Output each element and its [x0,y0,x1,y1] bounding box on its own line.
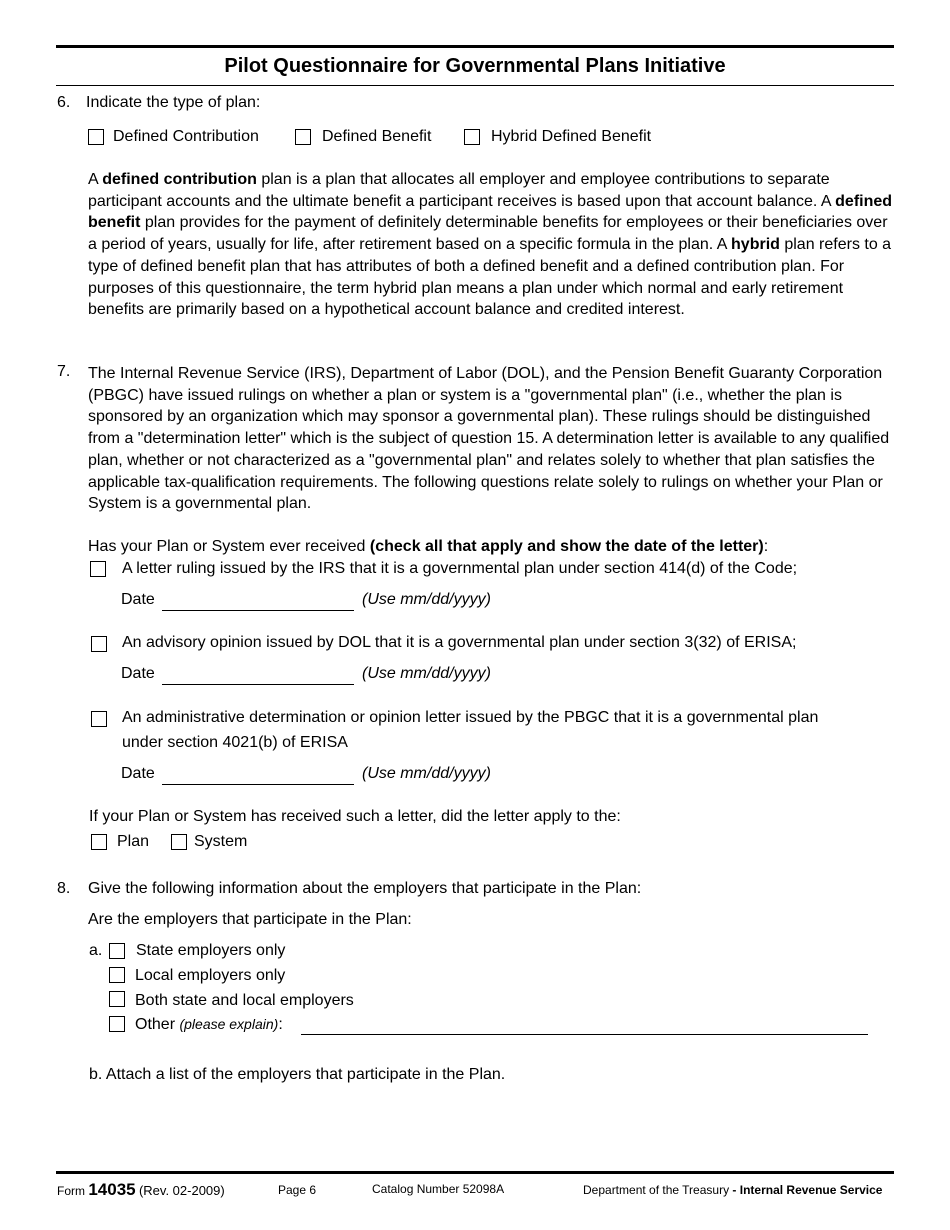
pbgc-determination-label-line1: An administrative determination or opinion letter issued by the PBGC that it is a governmental plan [122,709,819,726]
top-rule [56,45,894,48]
form-id [57,1180,225,1200]
plan-definitions-paragraph [88,169,898,321]
q6-number: 6. [57,94,71,111]
irs-date-input[interactable] [162,610,354,611]
checkbox-irs-letter-ruling[interactable] [90,561,106,577]
q7-intro-paragraph: The Internal Revenue Service (IRS), Department of Labor (DOL), and the Pension Benefit Guaranty Corporation (PBGC) have issued rulings on whether a plan or system is a "governmental plan" (i.e., whether the plan is sponsored by an organization which may sponsor a governmental plan). These rulings should be distinguished from a "determination letter" which is the subject of question 15. A determination letter is available to any qualified plan, whether or not characterized as a "governmental plan" and relates solely to whether that plan satisfies the applicable tax-qualification requirements. The following questions relate solely to rulings on whether your Plan or System is a governmental plan. [88,365,890,513]
page-number: Page 6 [278,1183,317,1197]
checkbox-local-employers-only[interactable] [109,967,125,983]
letter-applies-question: If your Plan or System has received such a letter, did the letter apply to the: [89,808,621,825]
form-prefix: Form [57,1184,85,1198]
department-name: Department of the Treasury [583,1183,730,1197]
received-colon: : [763,538,769,555]
dol-date-label: Date [121,665,155,682]
agency-name: - Internal Revenue Service [729,1183,883,1197]
q8-prompt: Give the following information about the employers that participate in the Plan: [88,880,642,897]
irs-date-label: Date [121,591,155,608]
other-colon: : [278,1016,283,1033]
pbgc-date-hint: (Use mm/dd/yyyy) [362,765,491,782]
q8-sub-prompt: Are the employers that participate in the Plan: [88,911,412,928]
def-text-4: plan refers to a type of defined benefit plan that has attributes of both a defined benefit and a defined contribution plan. For purposes of this questionnaire, the term hybrid plan means a plan under which normal and early retirement benefits are primarily based on a hypothetical account balance and credited interest. [88,236,892,319]
dol-advisory-opinion-label: An advisory opinion issued by DOL that it is a governmental plan under section 3(32) of ERISA; [122,634,797,651]
def-term-defined-benefit: defined benefit [88,192,893,232]
other-hint: (please explain) [179,1016,279,1032]
checkbox-dol-advisory-opinion[interactable] [91,636,107,652]
def-term-hybrid: hybrid [731,236,780,254]
pbgc-date-input[interactable] [162,784,354,785]
checkbox-state-employers-only[interactable] [109,943,125,959]
applies-system-label: System [194,833,248,850]
option-hybrid-defined-benefit-label: Hybrid Defined Benefit [491,128,652,145]
checkbox-other-employers[interactable] [109,1016,125,1032]
q6-prompt: Indicate the type of plan: [86,94,261,111]
checkbox-state-and-local-employers[interactable] [109,991,125,1007]
def-text-3: plan provides for the payment of definitely determinable benefits for employees or their beneficiaries over a period of years, usually for life, after retirement based on a specific formula in the plan. A [88,214,888,254]
received-instruction: (check all that apply and show the date of the letter) [369,538,764,555]
q8b-text: b. Attach a list of the employers that participate in the Plan. [89,1066,506,1083]
q8a-label: a. [89,942,103,959]
q7-received-prompt [88,538,768,556]
form-revision: (Rev. 02-2009) [138,1183,225,1198]
pbgc-date-label: Date [121,765,155,782]
footer-rule [56,1171,894,1174]
checkbox-defined-contribution[interactable] [88,129,104,145]
q8-number: 8. [57,880,71,897]
page-title: Pilot Questionnaire for Governmental Plans Initiative [224,55,726,77]
checkbox-applies-plan[interactable] [91,834,107,850]
other-employers-label [135,1016,283,1034]
checkbox-defined-benefit[interactable] [295,129,311,145]
dol-date-hint: (Use mm/dd/yyyy) [362,665,491,682]
def-text-1: A [88,171,103,188]
state-and-local-employers-label: Both state and local employers [135,992,354,1009]
option-defined-benefit-label: Defined Benefit [322,128,432,145]
q7-number: 7. [57,363,71,380]
state-employers-only-label: State employers only [136,942,286,959]
checkbox-pbgc-determination[interactable] [91,711,107,727]
checkbox-hybrid-defined-benefit[interactable] [464,129,480,145]
irs-letter-ruling-label: A letter ruling issued by the IRS that it is a governmental plan under section 414(d) of the Code; [122,560,798,577]
irs-date-hint: (Use mm/dd/yyyy) [362,591,491,608]
local-employers-only-label: Local employers only [135,967,286,984]
def-text-2: plan is a plan that allocates all employer and employee contributions to separate participant accounts and the ultimate benefit a participant receives is based upon that account balance. A [88,171,836,210]
checkbox-applies-system[interactable] [171,834,187,850]
applies-plan-label: Plan [117,833,150,850]
dol-date-input[interactable] [162,684,354,685]
pbgc-determination-label-line2: under section 4021(b) of ERISA [122,734,348,751]
catalog-number: Catalog Number 52098A [372,1182,505,1196]
def-term-defined-contribution: defined contribution [102,171,257,188]
other-label-text: Other [135,1016,176,1033]
department-line [583,1183,882,1197]
received-prefix: Has your Plan or System ever received [88,538,370,555]
option-defined-contribution-label: Defined Contribution [113,128,259,145]
form-number: 14035 [88,1180,136,1199]
other-explain-input[interactable] [301,1034,868,1035]
title-underline [56,85,894,86]
